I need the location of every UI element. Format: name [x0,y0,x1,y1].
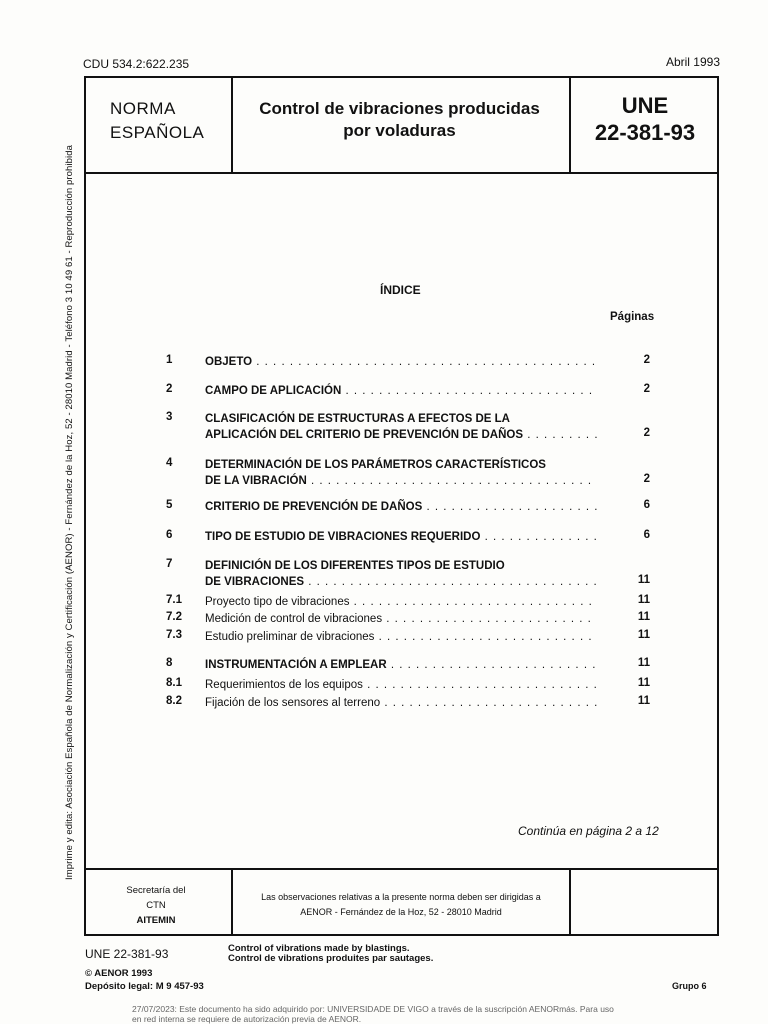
toc-page: 11 [637,657,650,669]
toc-title-line: CAMPO DE APLICACIÓN . . . [205,383,597,399]
toc-title [205,629,597,645]
une-line: 22-381-93 [594,120,696,145]
toc-number: 7 [166,558,173,570]
toc-title-line: Fijación de los sensores al terreno . . . [205,695,597,711]
footer-une-code: UNE 22-381-93 [85,947,169,961]
toc-title [205,558,597,590]
norma-line: NORMA [110,99,176,118]
observations-line: AENOR - Fernández de la Hoz, 52 - 28010 Madrid [300,907,502,917]
english-title: Control of vibrations made by blastings. [228,943,410,954]
frame-divider [86,172,717,174]
title-line: Control de vibraciones producidas [259,99,540,118]
secretariat-info [110,883,202,928]
norma-espanola-label [110,97,204,145]
une-line: UNE [621,93,669,118]
toc-title-line: Proyecto tipo de vibraciones . . . [205,594,597,610]
toc-page: 11 [637,695,650,707]
une-code [570,92,720,146]
notice-line: en red interna se requiere de autorización previa de AENOR. [132,1014,362,1024]
toc-number: 6 [166,529,173,541]
norma-line: ESPAÑOLA [110,123,205,142]
toc-title-line: Medición de control de vibraciones . . . [205,611,597,627]
toc-number: 5 [166,499,173,511]
toc-title [205,594,597,610]
toc-title-line: DE VIBRACIONES . . . [205,574,597,590]
toc-number: 2 [166,383,173,395]
toc-title-line: CRITERIO DE PREVENCIÓN DE DAÑOS . . . [205,499,597,515]
secretariat-line: AITEMIN [136,915,176,926]
toc-title-line: Estudio preliminar de vibraciones . . . [205,629,597,645]
notice-line: 27/07/2023: Este documento ha sido adquirido por: UNIVERSIDADE DE VIGO a través de la suscripción AENORmás. Para uso [132,1004,614,1014]
toc-number: 7.3 [166,629,182,641]
toc-page: 2 [643,354,650,366]
toc-title-line: Requerimientos de los equipos . . . [205,677,597,693]
toc-page: 11 [637,629,650,641]
observations-line: Las observaciones relativas a la presente norma deben ser dirigidas a [261,892,541,902]
secretariat-line: Secretaría del [126,885,186,896]
toc-page: 11 [637,677,650,689]
price-group: Grupo 6 [672,981,707,991]
toc-title [205,411,597,443]
copyright: © AENOR 1993 [85,968,153,979]
toc-title [205,657,597,673]
toc-number: 8.2 [166,695,182,707]
toc-title-line: DE LA VIBRACIÓN . . . [205,473,597,489]
license-notice [132,1004,652,1024]
frame-divider [86,868,717,870]
publisher-vertical-text: Imprime y edita: Asociación Española de Normalización y Certificación (AENOR) - Fernández de la Hoz, 52 - 28010 Madrid - Teléfono 3 10 49 61 - Reproducción prohibida [64,145,75,880]
secretariat-line: CTN [146,900,166,911]
toc-number: 4 [166,457,173,469]
publication-date: Abril 1993 [665,55,720,69]
toc-page: 11 [637,611,650,623]
toc-number: 3 [166,411,173,423]
toc-title [205,457,597,489]
toc-title-line: APLICACIÓN DEL CRITERIO DE PREVENCIÓN DE DAÑOS . . . [205,427,597,443]
index-title: ÍNDICE [380,283,421,297]
toc-number: 8 [166,657,173,669]
toc-page: 6 [643,499,650,511]
pages-column-header: Páginas [610,311,655,323]
toc-title-line: INSTRUMENTACIÓN A EMPLEAR . . . [205,657,597,673]
toc-title-line: DEFINICIÓN DE LOS DIFERENTES TIPOS DE ESTUDIO [205,560,505,572]
toc-title-line: TIPO DE ESTUDIO DE VIBRACIONES REQUERIDO . . . [205,529,597,545]
document-title [232,98,567,142]
french-title: Control de vibrations produites par sautages. [228,953,434,964]
legal-deposit: Depósito legal: M 9 457-93 [85,981,204,992]
toc-page: 11 [637,594,650,606]
toc-page: 6 [643,529,650,541]
toc-title-line: OBJETO . . . [205,354,597,370]
cdu-code: CDU 534.2:622.235 [83,57,190,71]
toc-title [205,383,597,399]
toc-title-line: CLASIFICACIÓN DE ESTRUCTURAS A EFECTOS DE LA [205,413,510,425]
toc-page: 11 [637,574,650,586]
toc-number: 7.1 [166,594,182,606]
toc-title [205,677,597,693]
toc-title-line: DETERMINACIÓN DE LOS PARÁMETROS CARACTERÍSTICOS [205,459,546,471]
title-line: por voladuras [343,121,456,140]
toc-title [205,354,597,370]
continues-note: Continúa en página 2 a 12 [518,824,659,838]
toc-title [205,695,597,711]
toc-number: 8.1 [166,677,182,689]
toc-number: 7.2 [166,611,182,623]
toc-title [205,611,597,627]
toc-title [205,529,597,545]
toc-page: 2 [643,383,650,395]
toc-title [205,499,597,515]
toc-page: 2 [643,473,650,485]
toc-number: 1 [166,354,173,366]
observations-note [232,890,570,920]
toc-page: 2 [643,427,650,439]
